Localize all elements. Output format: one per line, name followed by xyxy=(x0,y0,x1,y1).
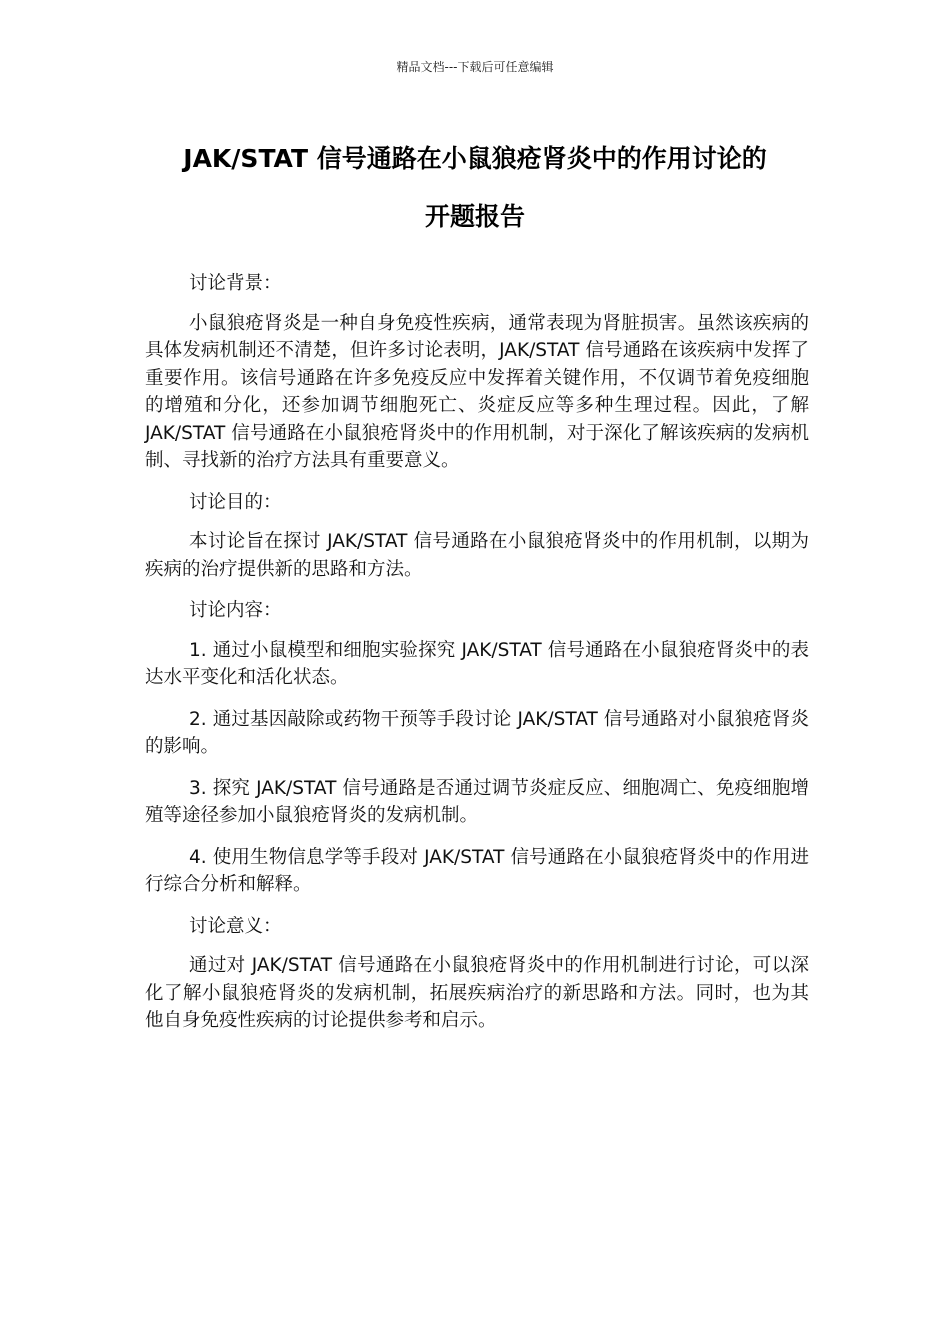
purpose-heading: 讨论目的： xyxy=(189,491,282,513)
document-title xyxy=(140,130,810,246)
page-header: 精品文档---下载后可任意编辑 xyxy=(396,60,554,74)
document-body xyxy=(145,270,809,1049)
document-title-line-1: JAK/STAT 信号通路在小鼠狼疮肾炎中的作用讨论的 xyxy=(183,144,767,173)
purpose-paragraph: 本讨论旨在探讨 JAK/STAT 信号通路在小鼠狼疮肾炎中的作用机制，以期为疾病的治疗提供新的思路和方法。 xyxy=(145,531,809,580)
content-item-3: 3. 探究 JAK/STAT 信号通路是否通过调节炎症反应、细胞凋亡、免疫细胞增殖等途径参加小鼠狼疮肾炎的发病机制。 xyxy=(145,777,809,826)
background-heading: 讨论背景： xyxy=(189,273,282,294)
content-item-4: 4. 使用生物信息学等手段对 JAK/STAT 信号通路在小鼠狼疮肾炎中的作用进行综合分析和解释。 xyxy=(145,846,809,895)
document-title-line-2: 开题报告 xyxy=(424,202,525,231)
background-paragraph: 小鼠狼疮肾炎是一种自身免疫性疾病，通常表现为肾脏损害。虽然该疾病的具体发病机制还不清楚，但许多讨论表明，JAK/STAT 信号通路在该疾病中发挥了重要作用。该信号通路在许多免疫反应中发挥着关键作用，不仅调节着免疫细胞的增殖和分化，还参加调节细胞死亡、炎症反应等多种生理过程。因此，了解 JAK/STAT 信号通路在小鼠狼疮肾炎中的作用机制，对于深化了解该疾病的发病机制、寻找新的治疗方法具有重要意义。 xyxy=(145,312,809,471)
content-item-2: 2. 通过基因敲除或药物干预等手段讨论 JAK/STAT 信号通路对小鼠狼疮肾炎的影响。 xyxy=(145,708,809,757)
content-heading: 讨论内容： xyxy=(189,600,282,621)
content-item-1: 1. 通过小鼠模型和细胞实验探究 JAK/STAT 信号通路在小鼠狼疮肾炎中的表达水平变化和活化状态。 xyxy=(145,639,809,688)
significance-heading: 讨论意义： xyxy=(189,915,282,937)
significance-paragraph: 通过对 JAK/STAT 信号通路在小鼠狼疮肾炎中的作用机制进行讨论，可以深化了解小鼠狼疮肾炎的发病机制，拓展疾病治疗的新思路和方法。同时，也为其他自身免疫性疾病的讨论提供参考和启示。 xyxy=(145,955,809,1031)
